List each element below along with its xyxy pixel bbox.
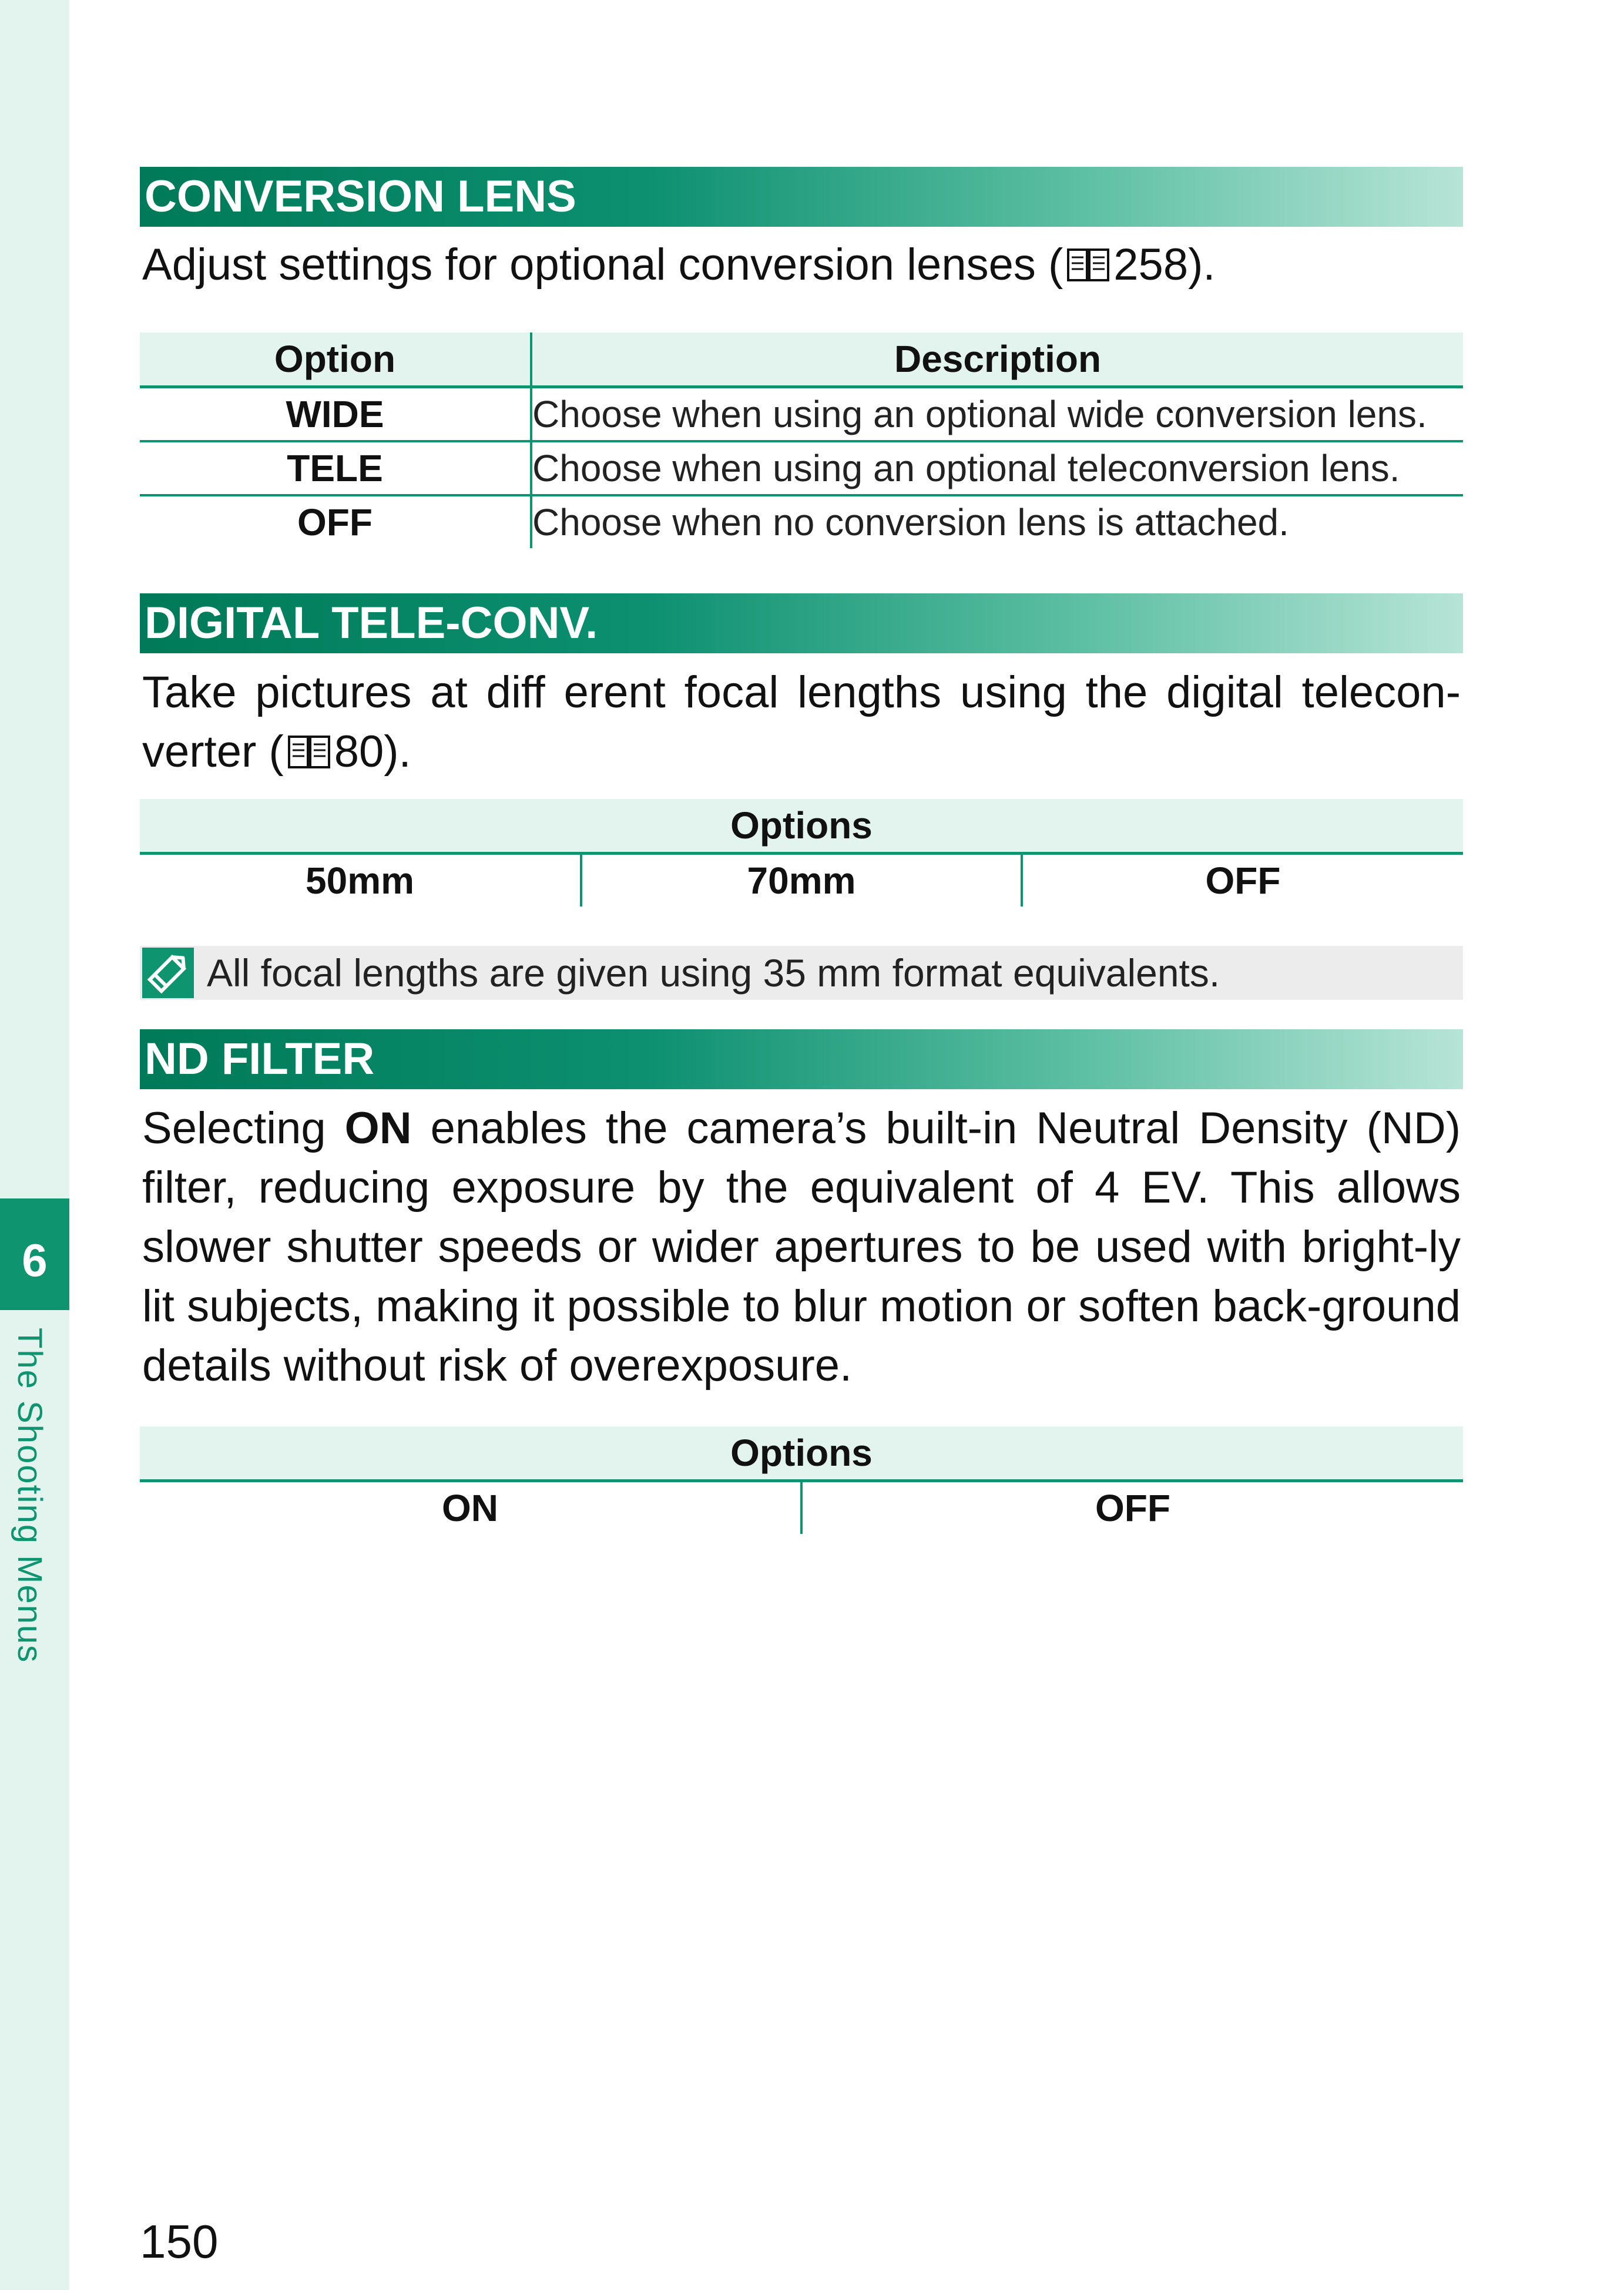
nd-filter-options-table	[140, 1426, 1463, 1534]
description-off: Choose when no conversion lens is attached.	[531, 495, 1463, 548]
note-text: All focal lengths are given using 35 mm format equivalents.	[207, 951, 1220, 995]
book-icon	[287, 734, 331, 770]
header-option: Option	[140, 333, 531, 387]
options-header: Options	[140, 799, 1463, 854]
option-wide: WIDE	[140, 387, 531, 442]
chapter-number: 6	[22, 1234, 48, 1286]
option-on: ON	[442, 1487, 498, 1529]
conversion-lens-page-ref: 258).	[1113, 240, 1216, 290]
option-off: OFF	[801, 1481, 1463, 1534]
option-70mm: 70mm	[581, 854, 1022, 907]
section-title-conversion-lens: CONVERSION LENS	[140, 167, 1463, 227]
option-off: OFF	[297, 501, 373, 543]
nd-filter-text-before: Selecting	[142, 1103, 345, 1153]
table-row	[140, 1481, 1463, 1534]
chapter-title: The Shooting Menus	[11, 1328, 49, 1664]
nd-filter-text-after: enables the camera’s built-in Neutral Density (ND) filter, reducing exposure by the equivalent of 4 EV. This allows slower shutter speeds or wider apertures to be used with bright-ly lit subjects, making it possible to blur motion or soften back-ground details without risk of overexposure.	[142, 1103, 1461, 1391]
section-title-digital-tele-conv: DIGITAL TELE-CONV.	[140, 593, 1463, 653]
conversion-lens-intro-text: Adjust settings for optional conversion lenses (	[142, 240, 1063, 290]
table-row	[140, 387, 1463, 442]
note-icon	[142, 948, 194, 998]
table-row	[140, 441, 1463, 495]
nd-filter-description	[142, 1099, 1461, 1395]
conversion-lens-table	[140, 333, 1463, 548]
note-box	[140, 946, 1463, 1000]
options-header: Options	[140, 1426, 1463, 1481]
nd-filter-text-bold: ON	[344, 1103, 412, 1153]
page-number: 150	[140, 2215, 219, 2268]
conversion-lens-intro	[142, 235, 1461, 294]
option-50mm: 50mm	[306, 859, 414, 902]
description-wide: Choose when using an optional wide conversion lens.	[531, 387, 1463, 442]
option-off: OFF	[1022, 854, 1463, 907]
chapter-sidebar	[0, 0, 69, 2290]
digital-tele-conv-page-ref: 80).	[334, 727, 411, 777]
book-icon	[1066, 247, 1110, 283]
digital-tele-conv-options-table	[140, 799, 1463, 906]
digital-tele-conv-intro	[142, 663, 1461, 781]
table-row	[140, 854, 1463, 907]
option-tele: TELE	[140, 441, 531, 495]
table-row	[140, 495, 1463, 548]
digital-tele-conv-intro-text: Take pictures at diff erent focal lengths using the digital telecon-verter (	[142, 667, 1461, 777]
header-description: Description	[531, 333, 1463, 387]
section-title-nd-filter: ND FILTER	[140, 1029, 1463, 1089]
description-tele: Choose when using an optional teleconversion lens.	[531, 441, 1463, 495]
